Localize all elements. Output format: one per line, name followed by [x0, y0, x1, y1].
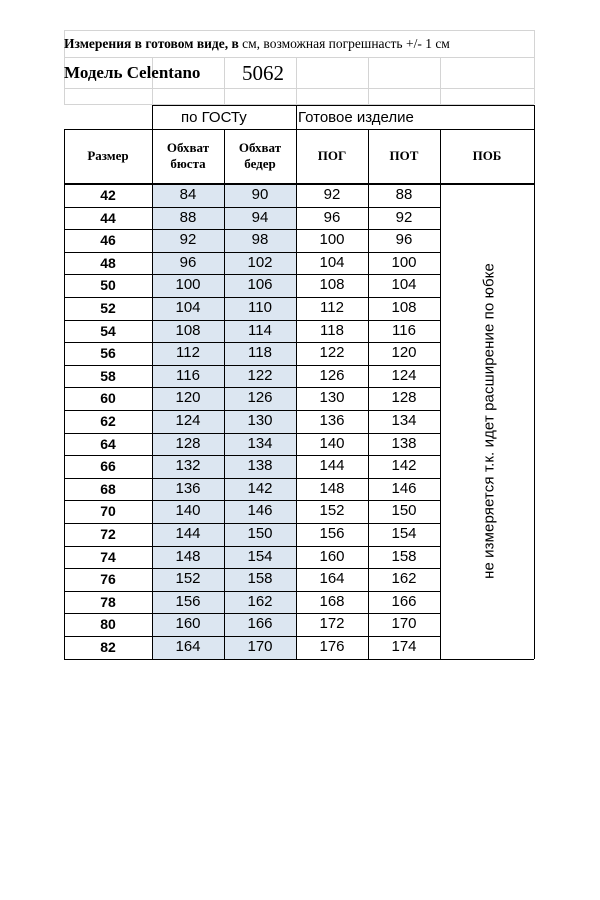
cell-size: 66: [100, 458, 116, 475]
cell-hips: 126: [247, 389, 273, 407]
cell-pog: 130: [319, 389, 345, 407]
cell-bust: 92: [179, 231, 197, 249]
cell-pog: 168: [319, 592, 345, 610]
light-gridline-v-4: [440, 57, 441, 104]
cell-hips: 166: [247, 615, 273, 633]
cell-pog: 172: [319, 615, 345, 633]
cell-bust: 116: [176, 366, 200, 384]
cell-size: 58: [100, 367, 116, 384]
cell-bust: 144: [175, 525, 201, 542]
cell-pot: 170: [391, 615, 417, 633]
cell-hips: 110: [248, 299, 272, 316]
header-bust-line1: Обхват: [166, 140, 210, 155]
cell-pog: 148: [319, 479, 345, 497]
cell-pot: 154: [391, 525, 417, 542]
cell-pot: 88: [395, 186, 413, 203]
cell-bust: 136: [175, 479, 201, 497]
cell-size: 78: [100, 593, 116, 610]
cell-bust: 140: [175, 502, 201, 520]
cell-hips: 94: [251, 208, 269, 226]
cell-pog: 144: [319, 457, 345, 475]
cell-pog: 140: [319, 434, 345, 452]
cell-hips: 90: [251, 186, 269, 203]
model-label: Модель Celentano: [64, 63, 201, 82]
light-gridline-h-2: [64, 88, 534, 89]
cell-bust: 128: [175, 434, 201, 452]
cell-pog: 152: [319, 502, 345, 520]
cell-pog: 118: [320, 321, 344, 339]
cell-hips: 102: [247, 253, 273, 271]
cell-size: 54: [100, 322, 116, 339]
cell-bust: 124: [175, 412, 201, 429]
group-finished-label: Готовое изделие: [298, 109, 414, 126]
header-hips-line2: бедер: [244, 156, 276, 171]
header-hips-line1: Обхват: [238, 140, 282, 155]
cell-size: 64: [100, 435, 116, 452]
group-gost-label: по ГОСТу: [181, 109, 247, 126]
cell-pot: 174: [391, 638, 417, 655]
cell-hips: 130: [247, 412, 273, 429]
cell-hips: 114: [248, 321, 272, 339]
cell-hips: 154: [247, 547, 273, 565]
cell-pog: 156: [319, 525, 345, 542]
model-number: 5062: [242, 61, 284, 85]
cell-size: 52: [100, 300, 116, 316]
cell-bust: 160: [175, 615, 201, 633]
cell-bust: 100: [175, 276, 201, 294]
cell-pot: 158: [391, 547, 417, 565]
border-v-440: [440, 129, 441, 659]
cell-pog: 136: [319, 412, 345, 429]
cell-bust: 148: [175, 547, 201, 565]
cell-bust: 152: [175, 570, 201, 588]
cell-size: 76: [100, 571, 116, 588]
cell-pog: 92: [323, 186, 341, 203]
cell-pog: 126: [319, 366, 345, 384]
pob-note: не измеряется т.к. идет расширение по юбке: [480, 263, 498, 579]
cell-pog: 112: [320, 299, 344, 316]
header-pob-label: ПОБ: [472, 148, 502, 163]
light-gridline-v-3: [368, 57, 369, 104]
cell-bust: 112: [176, 344, 200, 362]
cell-hips: 98: [251, 231, 269, 249]
cell-pot: 138: [391, 434, 417, 452]
cell-bust: 164: [175, 638, 201, 655]
border-bottom: [64, 659, 534, 660]
cell-pot: 92: [395, 208, 413, 226]
cell-hips: 134: [247, 434, 273, 452]
cell-pog: 104: [319, 253, 345, 271]
light-gridline-v-1: [224, 57, 225, 104]
cell-size: 60: [100, 390, 116, 407]
cell-size: 48: [100, 254, 116, 271]
cell-pot: 120: [391, 344, 417, 362]
measurement-note-suffix: см, возможная погрешнасть +/- 1 см: [242, 36, 450, 51]
cell-pot: 104: [391, 276, 417, 294]
cell-pog: 160: [319, 547, 345, 565]
cell-pot: 100: [391, 253, 417, 271]
header-bust: [152, 130, 224, 182]
cell-bust: 84: [179, 186, 197, 203]
header-hips: [224, 130, 296, 182]
cell-pot: 128: [391, 389, 417, 407]
cell-pot: 146: [391, 479, 417, 497]
header-pog-label: ПОГ: [317, 148, 347, 163]
header-pob: [440, 130, 534, 182]
cell-hips: 150: [247, 525, 273, 542]
cell-hips: 138: [247, 457, 273, 475]
cell-hips: 170: [247, 638, 273, 655]
header-pot: [368, 130, 440, 182]
cell-size: 62: [100, 413, 116, 429]
pob-note-cell: [445, 184, 533, 658]
cell-pot: 162: [391, 570, 417, 588]
cell-hips: 146: [247, 502, 273, 520]
cell-pog: 176: [319, 638, 345, 655]
cell-size: 80: [100, 616, 116, 633]
header-pog: [296, 130, 368, 182]
cell-pot: 166: [391, 592, 417, 610]
cell-hips: 122: [247, 366, 273, 384]
cell-size: 72: [100, 526, 116, 542]
cell-pot: 108: [391, 299, 417, 316]
cell-size: 42: [100, 187, 116, 203]
cell-bust: 104: [175, 299, 201, 316]
border-right: [534, 105, 535, 659]
cell-hips: 162: [247, 592, 273, 610]
cell-bust: 88: [179, 208, 197, 226]
measurement-note: [64, 33, 534, 55]
cell-pog: 96: [323, 208, 341, 226]
cell-bust: 96: [179, 253, 197, 271]
cell-size: 82: [100, 639, 116, 655]
cell-pog: 100: [319, 231, 345, 249]
cell-pot: 96: [395, 231, 413, 249]
cell-pot: 142: [391, 457, 417, 475]
cell-pog: 164: [319, 570, 345, 588]
header-size: [64, 130, 152, 182]
cell-size: 46: [100, 232, 116, 249]
header-pot-label: ПОТ: [389, 148, 419, 163]
measurement-note-prefix: Измерения в готовом виде, в: [64, 36, 239, 51]
cell-pot: 134: [391, 412, 417, 429]
light-gridline-h-0: [64, 30, 534, 31]
cell-pot: 124: [391, 366, 417, 384]
cell-bust: 132: [175, 457, 201, 475]
header-size-label: Размер: [87, 148, 129, 163]
cell-size: 44: [100, 209, 116, 226]
cell-bust: 156: [175, 592, 201, 610]
header-bust-line2: бюста: [170, 156, 206, 171]
cell-size: 50: [100, 277, 116, 294]
cell-size: 74: [100, 548, 116, 565]
cell-bust: 120: [175, 389, 201, 407]
cell-hips: 106: [247, 276, 273, 294]
cell-pog: 108: [319, 276, 345, 294]
cell-size: 68: [100, 480, 116, 497]
cell-size: 70: [100, 503, 116, 520]
cell-pot: 150: [391, 502, 417, 520]
cell-bust: 108: [175, 321, 201, 339]
light-gridline-right: [534, 30, 535, 104]
cell-pot: 116: [392, 321, 416, 339]
cell-size: 56: [100, 345, 116, 362]
cell-pog: 122: [319, 344, 345, 362]
cell-hips: 142: [247, 479, 273, 497]
cell-hips: 118: [248, 344, 272, 362]
light-gridline-v-2: [296, 57, 297, 104]
cell-hips: 158: [247, 570, 273, 588]
